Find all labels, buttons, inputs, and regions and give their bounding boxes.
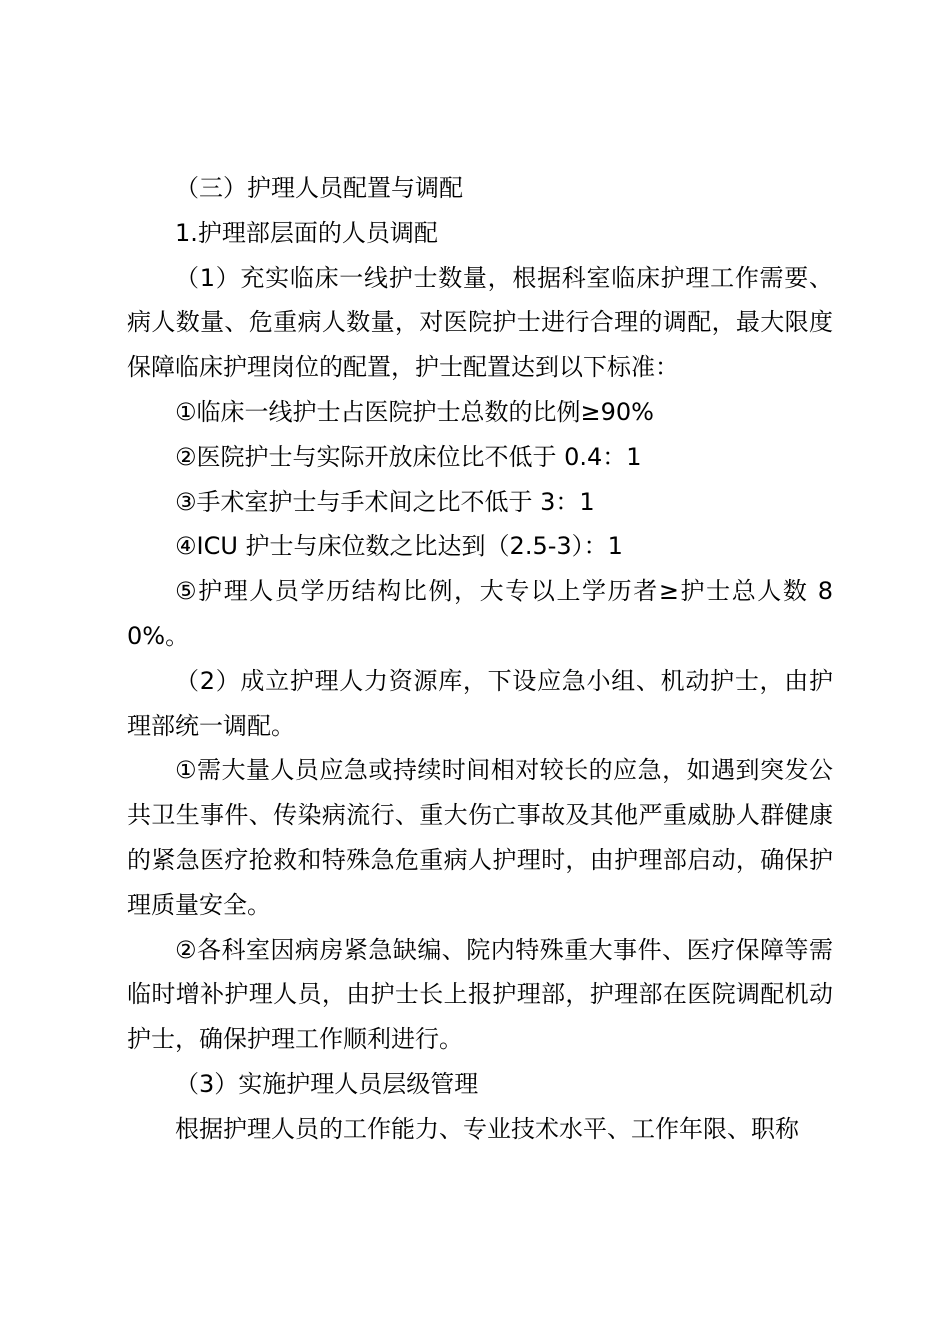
paragraph-resource-pool: （2）成立护理人力资源库，下设应急小组、机动护士，由护理部统一调配。: [127, 666, 833, 740]
standard-item-2: ②医院护士与实际开放床位比不低于 0.4：1: [175, 442, 642, 471]
standard-item-1: ①临床一线护士占医院护士总数的比例≥90%: [175, 397, 654, 426]
standard-item-3: ③手术室护士与手术间之比不低于 3：1: [175, 487, 595, 516]
resource-item-1: ①需大量人员应急或持续时间相对较长的应急，如遇到突发公共卫生事件、传染病流行、重大伤亡事故及其他严重威胁人群健康的紧急医疗抢救和特殊急危重病人护理时，由护理部启动，确保护理质量安全。: [127, 756, 833, 919]
standard-item-4: ④ICU 护士与床位数之比达到（2.5-3）：1: [175, 532, 623, 561]
standard-item-5: ⑤护理人员学历结构比例，大专以上学历者≥护士总人数 80%。: [127, 577, 833, 650]
paragraph-staffing: （1）充实临床一线护士数量，根据科室临床护理工作需要、病人数量、危重病人数量，对医院护士进行合理的调配，最大限度保障临床护理岗位的配置，护士配置达到以下标准：: [127, 263, 833, 382]
paragraph-hierarchy-heading: （3）实施护理人员层级管理: [175, 1069, 479, 1098]
subsection-heading: 1.护理部层面的人员调配: [175, 218, 438, 247]
paragraph-hierarchy-body: 根据护理人员的工作能力、专业技术水平、工作年限、职称: [175, 1114, 799, 1143]
section-heading: （三）护理人员配置与调配: [175, 174, 463, 202]
resource-item-2: ②各科室因病房紧急缺编、院内特殊重大事件、医疗保障等需临时增补护理人员，由护士长上报护理部，护理部在医院调配机动护士，确保护理工作顺利进行。: [127, 935, 833, 1054]
document-body: [127, 166, 833, 1152]
